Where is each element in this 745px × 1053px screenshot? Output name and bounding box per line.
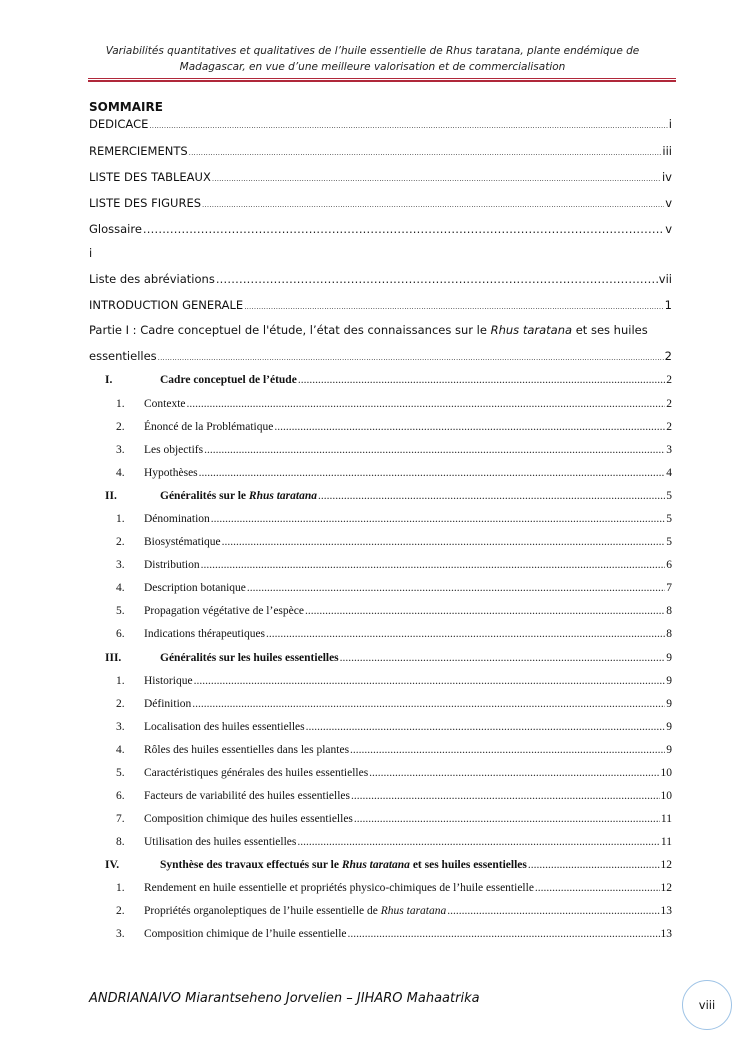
toc-entry-label: Énoncé de la Problématique <box>144 421 274 433</box>
toc-leader <box>201 559 666 571</box>
toc-entry-label: Facteurs de variabilité des huiles essentielles <box>144 790 350 802</box>
toc-page-number: 5 <box>666 536 672 548</box>
toc-leader <box>211 513 665 525</box>
toc-page-number: 13 <box>660 905 672 917</box>
toc-leader <box>305 605 665 617</box>
toc-item-number: 3. <box>116 559 125 571</box>
toc-item-number: 8. <box>116 836 125 848</box>
toc-entry-label: Biosystématique <box>144 536 221 548</box>
page-title: SOMMAIRE <box>89 100 163 114</box>
toc-page-number: 6 <box>666 559 672 571</box>
running-header-line-1: Variabilités quantitatives et qualitatives de l’huile essentielle de Rhus taratana, plante endémique de <box>105 45 640 57</box>
toc-subsection[interactable] <box>116 813 672 825</box>
toc-entry-label: Liste des abréviations <box>89 272 215 286</box>
toc-leader <box>244 303 663 311</box>
toc-leader <box>143 222 664 236</box>
toc-leader <box>340 652 666 664</box>
toc-leader <box>192 698 665 710</box>
toc-subsection[interactable] <box>116 721 672 733</box>
toc-leader <box>149 122 667 130</box>
toc-entry-partie-1-line-2[interactable] <box>89 349 672 363</box>
toc-entry-glossaire[interactable] <box>89 222 672 236</box>
toc-section-III[interactable] <box>105 652 672 664</box>
toc-page-number: 10 <box>660 767 672 779</box>
toc-entry-label: Indications thérapeutiques <box>144 628 266 640</box>
toc-section-number: III. <box>105 652 122 664</box>
toc-leader <box>369 767 659 779</box>
toc-page-number: 8 <box>666 605 672 617</box>
toc-leader <box>247 582 665 594</box>
running-header-line-2: Madagascar, en vue d’une meilleure valorisation et de commercialisation <box>179 61 566 73</box>
toc-item-number: 1. <box>116 882 125 894</box>
toc-subsection[interactable] <box>116 536 672 548</box>
toc-subsection[interactable] <box>116 928 672 940</box>
toc-subsection[interactable] <box>116 628 672 640</box>
toc-leader <box>189 149 662 157</box>
toc-leader <box>447 905 659 917</box>
toc-entry-abreviations[interactable] <box>89 272 672 286</box>
toc-entry-label: Synthèse des travaux effectués sur le Rhus taratana et ses huiles essentielles <box>160 859 527 871</box>
toc-section-II[interactable] <box>105 490 672 502</box>
toc-leader <box>216 272 658 286</box>
toc-entry-label: Propagation végétative de l’espèce <box>144 605 304 617</box>
toc-subsection[interactable] <box>116 905 672 917</box>
toc-page-number: 11 <box>660 813 672 825</box>
toc-item-number: 2. <box>116 421 125 433</box>
toc-entry-label: Définition <box>144 698 192 710</box>
toc-item-number: 4. <box>116 744 125 756</box>
toc-page-number: v <box>665 196 672 210</box>
toc-leader <box>535 882 660 894</box>
toc-section-number: I. <box>105 374 113 386</box>
toc-page-number: 13 <box>660 928 672 940</box>
toc-subsection[interactable] <box>116 605 672 617</box>
toc-leader <box>348 928 660 940</box>
toc-entry-label: REMERCIEMENTS <box>89 144 188 158</box>
footer-authors: ANDRIANAIVO Miarantseheno Jorvelien – JIHARO Mahaatrika <box>89 991 480 1006</box>
toc-subsection[interactable] <box>116 467 672 479</box>
toc-page-number: 12 <box>660 859 672 871</box>
toc-page-number: 9 <box>666 675 672 687</box>
toc-leader <box>298 374 665 386</box>
toc-entry-label: LISTE DES TABLEAUX <box>89 170 211 184</box>
toc-entry-remerciements[interactable] <box>89 144 672 158</box>
toc-leader <box>222 536 666 548</box>
toc-subsection[interactable] <box>116 513 672 525</box>
toc-page-number: 8 <box>666 628 672 640</box>
partie-1-text-b: et ses huiles <box>572 323 648 337</box>
header-divider <box>88 78 676 82</box>
toc-item-number: 1. <box>116 398 125 410</box>
toc-page-number: 4 <box>666 467 672 479</box>
toc-entry-label: Localisation des huiles essentielles <box>144 721 305 733</box>
toc-entry-label: Utilisation des huiles essentielles <box>144 836 297 848</box>
toc-subsection[interactable] <box>116 744 672 756</box>
toc-entry-liste-tableaux[interactable] <box>89 170 672 184</box>
toc-entry-label: LISTE DES FIGURES <box>89 196 202 210</box>
toc-entry-label: Rôles des huiles essentielles dans les plantes <box>144 744 350 756</box>
toc-entry-label: Historique <box>144 675 193 687</box>
toc-item-number: 3. <box>116 721 125 733</box>
toc-page-number: vii <box>658 272 672 286</box>
page-number-badge <box>682 980 732 1030</box>
partie-1-species-name: Rhus taratana <box>490 323 573 337</box>
toc-subsection[interactable] <box>116 836 672 848</box>
toc-leader <box>297 836 660 848</box>
toc-item-number: 3. <box>116 928 125 940</box>
toc-overflow-fragment: i <box>89 246 93 260</box>
toc-page-number: 3 <box>666 444 672 456</box>
toc-entry-label: DEDICACE <box>89 117 149 131</box>
toc-page-number: 1 <box>664 298 672 312</box>
toc-leader <box>528 859 660 871</box>
toc-entry-label: INTRODUCTION GENERALE <box>89 298 244 312</box>
toc-leader <box>202 201 664 209</box>
toc-entry-dedicace[interactable] <box>89 117 672 131</box>
toc-page-number: 2 <box>664 349 672 363</box>
toc-subsection[interactable] <box>116 582 672 594</box>
toc-leader <box>158 354 664 362</box>
toc-subsection[interactable] <box>116 421 672 433</box>
toc-item-number: 4. <box>116 582 125 594</box>
toc-item-number: 7. <box>116 813 125 825</box>
toc-entry-label: Contexte <box>144 398 186 410</box>
toc-page-number: 9 <box>666 698 672 710</box>
toc-leader <box>350 744 665 756</box>
toc-entry-label: Composition chimique des huiles essentielles <box>144 813 353 825</box>
toc-entry-label: Hypothèses <box>144 467 198 479</box>
toc-page-number: 10 <box>660 790 672 802</box>
toc-page-number: 12 <box>660 882 672 894</box>
toc-page-number: 9 <box>666 721 672 733</box>
toc-page-number: v <box>665 222 672 236</box>
toc-entry-label: Rendement en huile essentielle et propriétés physico-chimiques de l’huile essentielle <box>144 882 534 894</box>
toc-entry-label: essentielles <box>89 349 157 363</box>
toc-leader <box>212 175 661 183</box>
toc-leader <box>199 467 666 479</box>
toc-subsection[interactable] <box>116 882 672 894</box>
toc-section-I[interactable] <box>105 374 672 386</box>
toc-leader <box>187 398 666 410</box>
toc-entry-label: Propriétés organoleptiques de l’huile essentielle de Rhus taratana <box>144 905 447 917</box>
toc-entry-introduction[interactable] <box>89 298 672 312</box>
toc-page-number: 2 <box>666 398 672 410</box>
toc-leader <box>194 675 666 687</box>
toc-page-number: 5 <box>666 513 672 525</box>
toc-section-number: IV. <box>105 859 120 871</box>
toc-subsection[interactable] <box>116 675 672 687</box>
toc-item-number: 2. <box>116 698 125 710</box>
toc-entry-label: Les objectifs <box>144 444 204 456</box>
toc-entry-label: Description botanique <box>144 582 246 594</box>
toc-item-number: 6. <box>116 628 125 640</box>
toc-entry-label: Dénomination <box>144 513 210 525</box>
toc-item-number: 5. <box>116 605 125 617</box>
toc-entry-label: Glossaire <box>89 222 142 236</box>
toc-item-number: 1. <box>116 675 125 687</box>
toc-entry-label: Distribution <box>144 559 200 571</box>
toc-subsection[interactable] <box>116 559 672 571</box>
toc-entry-label: Cadre conceptuel de l’étude <box>160 374 297 386</box>
toc-subsection[interactable] <box>116 790 672 802</box>
page-number: viii <box>698 998 716 1012</box>
toc-leader <box>274 421 665 433</box>
toc-page-number: 2 <box>666 374 672 386</box>
toc-page-number: i <box>668 117 672 131</box>
toc-leader <box>266 628 665 640</box>
toc-page-number: iii <box>662 144 672 158</box>
toc-subsection[interactable] <box>116 698 672 710</box>
toc-item-number: 6. <box>116 790 125 802</box>
toc-entry-label: Généralités sur le Rhus taratana <box>160 490 317 502</box>
toc-entry-label: Composition chimique de l’huile essentielle <box>144 928 347 940</box>
toc-subsection[interactable] <box>116 398 672 410</box>
toc-item-number: 2. <box>116 536 125 548</box>
toc-entry-label: Caractéristiques générales des huiles essentielles <box>144 767 369 779</box>
partie-1-text-a: Partie I : Cadre conceptuel de l'étude, l’état des connaissances sur le <box>89 323 491 337</box>
toc-page-number: 7 <box>666 582 672 594</box>
toc-page-number: 9 <box>666 744 672 756</box>
toc-entry-partie-1-line-1[interactable] <box>89 323 648 337</box>
toc-item-number: 3. <box>116 444 125 456</box>
toc-item-number: 4. <box>116 467 125 479</box>
toc-leader <box>204 444 665 456</box>
toc-item-number: 5. <box>116 767 125 779</box>
toc-section-number: II. <box>105 490 117 502</box>
toc-subsection[interactable] <box>116 444 672 456</box>
toc-leader <box>306 721 666 733</box>
toc-leader <box>318 490 665 502</box>
toc-page-number: 5 <box>666 490 672 502</box>
toc-page-number: 11 <box>660 836 672 848</box>
toc-leader <box>354 813 660 825</box>
toc-item-number: 2. <box>116 905 125 917</box>
toc-entry-label: Généralités sur les huiles essentielles <box>160 652 339 664</box>
toc-page-number: iv <box>661 170 672 184</box>
toc-leader <box>351 790 660 802</box>
toc-subsection[interactable] <box>116 767 672 779</box>
toc-page-number: 9 <box>666 652 672 664</box>
toc-section-IV[interactable] <box>105 859 672 871</box>
toc-page-number: 2 <box>666 421 672 433</box>
toc-item-number: 1. <box>116 513 125 525</box>
toc-entry-liste-figures[interactable] <box>89 196 672 210</box>
